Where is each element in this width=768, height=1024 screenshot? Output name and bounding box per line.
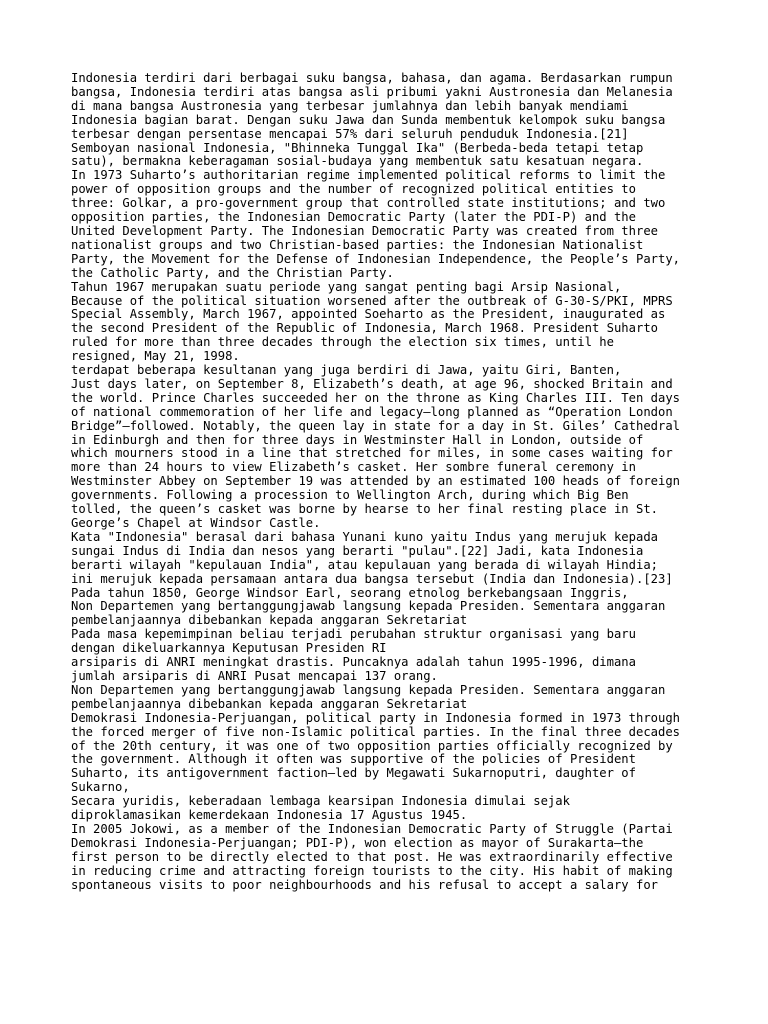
paragraph-kata-indonesia: Kata "Indonesia" berasal dari bahasa Yunani kuno yaitu Indus yang merujuk kepada sungai Indus di India dan nesos yang berarti "pulau".[22] Jadi, kata Indonesia berarti wilayah "kepulauan India", atau kepulauan yang berada di wilayah Hindia; ini merujuk kepada persamaan antara dua bangsa tersebut (India dan Indonesia).[23]	[71, 529, 673, 586]
document-page	[71, 72, 711, 892]
paragraph-non-departemen-2: Non Departemen yang bertanggungjawab langsung kepada Presiden. Sementara anggaran pembelanjaannya dibebankan kepada anggaran Sekretariat	[71, 682, 666, 711]
paragraph-secara-yuridis: Secara yuridis, keberadaan lembaga kearsipan Indonesia dimulai sejak diproklamasikan kemerdekaan Indonesia 17 Agustus 1945.	[71, 794, 570, 823]
paragraph-kesultanan: terdapat beberapa kesultanan yang juga berdiri di Jawa, yaitu Giri, Banten,	[71, 363, 622, 378]
paragraph-george-windsor-earl: Pada tahun 1850, George Windsor Earl, seorang etnolog berkebangsaan Inggris,	[71, 585, 629, 600]
paragraph-pdi-p: Demokrasi Indonesia-Perjuangan, political party in Indonesia formed in 1973 through the forced merger of five non-Islamic political parties. In the final three decades of the 20th century, it was one of two opposition parties officially recognized by the government. Although it often was supportive of the policies of President Suharto, its antigovernment faction—led by Megawati Sukarnoputri, daughter of Sukarno,	[71, 710, 681, 795]
paragraph-g30s-pki: Because of the political situation worsened after the outbreak of G-30-S/PKI, MPRS Special Assembly, March 1967, appointed Soeharto as the President, inaugurated as the second President of the Republic of Indonesia, March 1968. President Suharto ruled for more than three decades through the election six times, until he resigned, May 21, 1998.	[71, 293, 673, 364]
paragraph-kepemimpinan: Pada masa kepemimpinan beliau terjadi perubahan struktur organisasi yang baru dengan dikeluarkannya Keputusan Presiden RI	[71, 627, 636, 656]
paragraph-tahun-1967: Tahun 1967 merupakan suatu periode yang sangat penting bagi Arsip Nasional,	[71, 279, 622, 294]
paragraph-suku-bangsa: Indonesia terdiri dari berbagai suku bangsa, bahasa, dan agama. Berdasarkan rumpun bangsa, Indonesia terdiri atas bangsa asli pribumi yakni Austronesia dan Melanesia di mana bangsa Austronesia yang terbesar jumlahnya dan lebih banyak mendiami Indonesia bagian barat. Dengan suku Jawa dan Sunda membentuk kelompok suku bangsa terbesar dengan persentase mencapai 57% dari seluruh penduduk Indonesia.[21] Semboyan nasional Indonesia, "Bhinneka Tunggal Ika" (Berbeda-beda tetapi tetap satu), bermakna keberagaman sosial-budaya yang membentuk satu kesatuan negara.	[71, 71, 673, 169]
paragraph-arsiparis: arsiparis di ANRI meningkat drastis. Puncaknya adalah tahun 1995-1996, dimana jumlah arsiparis di ANRI Pusat mencapai 137 orang.	[71, 655, 636, 683]
paragraph-elizabeth-death: Just days later, on September 8, Elizabeth’s death, at age 96, shocked Britain and the world. Prince Charles succeeded her on the throne as King Charles III. Ten days of national commemoration of her life and legacy—long planned as “Operation London Bridge”—followed. Notably, the queen lay in state for a day in St. Giles’ Cathedral in Edinburgh and then for three days in Westminster Hall in London, outside of which mourners stood in a line that stretched for miles, in some cases waiting for more than 24 hours to view Elizabeth’s casket. Her sombre funeral ceremony in Westminster Abbey on September 19 was attended by an estimated 100 heads of foreign governments. Following a procession to Wellington Arch, during which Big Ben tolled, the queen’s casket was borne by hearse to her final resting place in St. George’s Chapel at Windsor Castle.	[71, 376, 681, 530]
paragraph-jokowi: In 2005 Jokowi, as a member of the Indonesian Democratic Party of Struggle (Partai Demokrasi Indonesia-Perjuangan; PDI-P), won election as mayor of Surakarta—the first person to be directly elected to that post. He was extraordinarily effective in reducing crime and attracting foreign tourists to the city. His habit of making spontaneous visits to poor neighbourhoods and his refusal to accept a salary for	[71, 821, 673, 892]
paragraph-non-departemen-1: Non Departemen yang bertanggungjawab langsung kepada Presiden. Sementara anggaran pembelanjaannya dibebankan kepada anggaran Sekretariat	[71, 599, 666, 628]
paragraph-suharto-reforms: In 1973 Suharto’s authoritarian regime implemented political reforms to limit the power of opposition groups and the number of recognized political entities to three: Golkar, a pro-government group that controlled state institutions; and two opposition parties, the Indonesian Democratic Party (later the PDI-P) and the United Development Party. The Indonesian Democratic Party was created from three nationalist groups and two Christian-based parties: the Indonesian Nationalist Party, the Movement for the Defense of Indonesian Independence, the People’s Party, the Catholic Party, and the Christian Party.	[71, 168, 681, 280]
